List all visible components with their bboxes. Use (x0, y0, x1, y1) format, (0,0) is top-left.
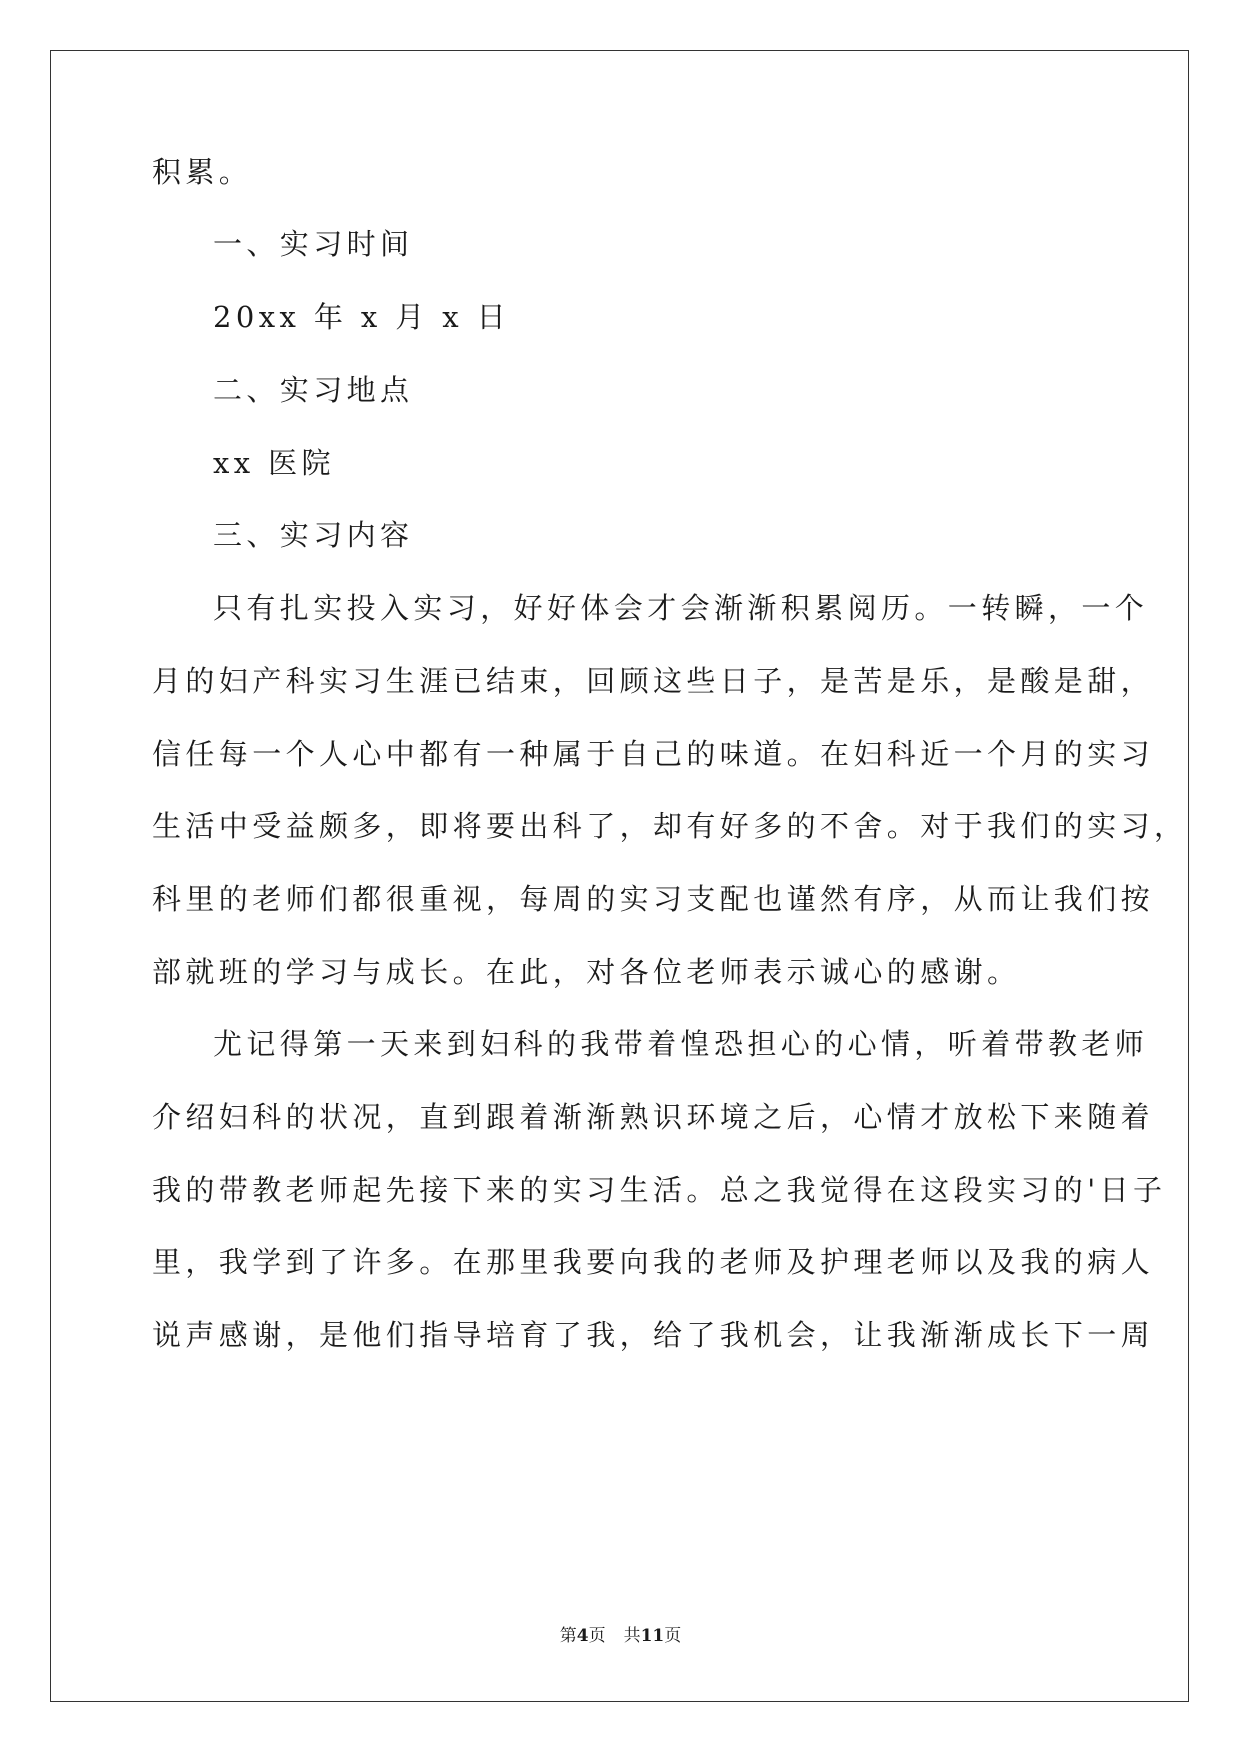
paragraph-line: 里，我学到了许多。在那里我要向我的老师及护理老师以及我的病人 (152, 1245, 1155, 1279)
page-footer (0, 1624, 1241, 1648)
paragraph-line: 部就班的学习与成长。在此，对各位老师表示诚心的感谢。 (152, 955, 1021, 989)
total-pages: 11 (640, 1626, 665, 1646)
paragraph-line: 信任每一个人心中都有一种属于自己的味道。在妇科近一个月的实习 (152, 737, 1155, 771)
paragraph-line: 科里的老师们都很重视，每周的实习支配也谨然有序，从而让我们按 (152, 882, 1155, 916)
section-heading-time: 一、实习时间 (213, 227, 414, 261)
total-prefix: 共 (623, 1626, 641, 1646)
paragraph-line: 介绍妇科的状况，直到跟着渐渐熟识环境之后，心情才放松下来随着 (152, 1100, 1155, 1134)
page-number: 4 (576, 1626, 589, 1646)
paragraph-line: 说声感谢，是他们指导培育了我，给了我机会，让我渐渐成长下一周 (152, 1318, 1155, 1352)
internship-location: xx 医院 (213, 446, 335, 480)
total-suffix: 页 (664, 1626, 682, 1646)
paragraph-line: 生活中受益颇多，即将要出科了，却有好多的不舍。对于我们的实习， (152, 809, 1188, 843)
paragraph-line: 月的妇产科实习生涯已结束，回顾这些日子，是苦是乐，是酸是甜， (152, 664, 1155, 698)
paragraph-line: 只有扎实投入实习，好好体会才会渐渐积累阅历。一转瞬，一个 (213, 591, 1149, 625)
paragraph-line: 尤记得第一天来到妇科的我带着惶恐担心的心情，听着带教老师 (213, 1027, 1149, 1061)
section-heading-content: 三、实习内容 (213, 518, 414, 552)
page-suffix: 页 (588, 1626, 606, 1646)
page-prefix: 第 (559, 1626, 577, 1646)
paragraph-line: 我的带教老师起先接下来的实习生活。总之我觉得在这段实习的'日子 (152, 1173, 1167, 1207)
section-heading-location: 二、实习地点 (213, 373, 414, 407)
text-line-continuation: 积累。 (152, 155, 253, 189)
internship-date: 20xx 年 x 月 x 日 (213, 300, 511, 334)
